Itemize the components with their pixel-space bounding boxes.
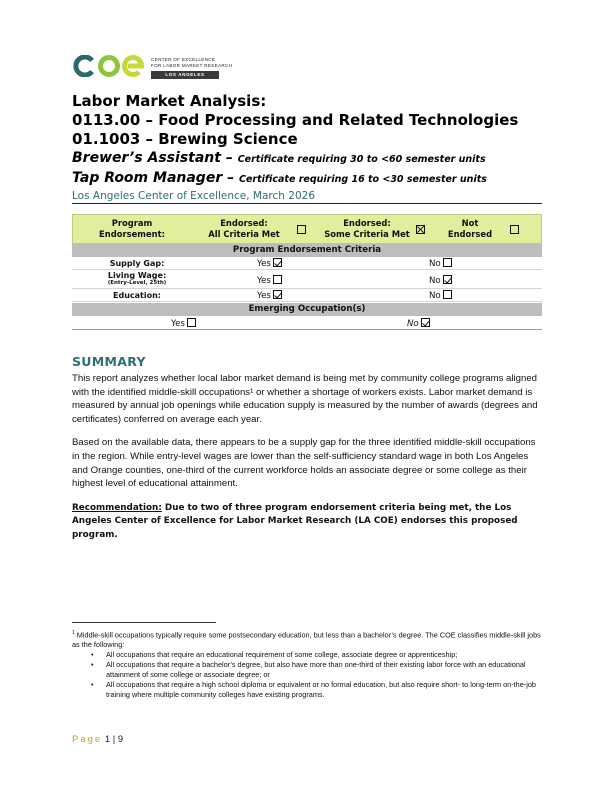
coe-logo-text [151,57,233,79]
footnote-bullet-item [72,660,542,680]
criteria-header: Program Endorsement Criteria [72,244,542,257]
criteria-no-option [429,290,452,301]
criteria-yes-label: Yes [257,259,271,269]
criteria-label [72,290,202,301]
criteria-no-checkbox[interactable] [443,290,452,299]
coe-logo-mark-icon [72,55,146,77]
emerging-yes-label: Yes [171,319,185,329]
page-total: 9 [117,734,124,745]
page-number [72,734,123,745]
criteria-yes-label: Yes [257,291,271,301]
program-endorsement-label: Program Endorsement: [99,218,165,239]
coe-logo [72,54,146,78]
criteria-label [72,258,202,269]
criteria-no-checkbox[interactable] [443,275,452,284]
footnote-bullet-text: All occupations that require a bachelor’s degree, but also have more than one-third of their existing labor force with an educational attainment of some college or associate degree; or [106,660,526,680]
criteria-yes-option [257,275,282,286]
emerging-occupation-header: Emerging Occupation(s) [72,303,542,316]
title-line-5-small: Certificate requiring 16 to <30 semester units [238,174,487,185]
document-subtitle: Los Angeles Center of Excellence, March 2026 [72,190,316,202]
logo-region-bar: LOS ANGELES [151,71,219,79]
bullet-icon: • [91,680,94,690]
criteria-yes-checkbox[interactable] [273,275,282,284]
criteria-yes-checkbox[interactable] [273,290,282,299]
not-endorsed-label: Not Endorsed [447,218,493,239]
criteria-no-label: No [429,259,441,269]
title-line-4 [72,149,542,169]
emerging-occupation-row [72,316,542,330]
recommendation-text: Due to two of three program endorsement criteria being met, the Los Angeles Center of Excellence for Labor Market Research (LA COE) endorses this proposed program. [72,502,518,540]
criteria-yes-option [257,290,282,301]
recommendation-label: Recommendation: [72,502,162,513]
emerging-yes-checkbox[interactable] [187,318,196,327]
criteria-label-text: Living Wage: [107,271,167,280]
title-line-2: 0113.00 – Food Processing and Related Technologies [72,111,519,129]
emerging-yes-option [171,318,196,329]
page-label: Page [72,734,103,745]
title-rule [72,203,542,204]
criteria-row [72,289,542,302]
logo-line-2: FOR LABOR MARKET RESEARCH [151,63,233,68]
bullet-icon: • [91,650,94,660]
title-line-5-main: Tap Room Manager – [72,170,235,186]
page-separator: | [112,734,116,745]
footnote-marker: 1 [72,630,75,636]
criteria-label-text: Supply Gap: [109,259,165,268]
criteria-label [72,271,202,287]
endorsed-some-label: Endorsed: Some Criteria Met [324,218,410,239]
summary-heading: SUMMARY [72,354,146,369]
criteria-no-option [429,275,452,286]
summary-section [72,354,542,543]
not-endorsed-checkbox[interactable] [510,225,519,234]
emerging-no-label: No [407,319,419,329]
page-current: 1 [104,734,111,745]
bullet-icon: • [91,660,94,670]
summary-paragraph-1: This report analyzes whether local labor market demand is being met by community college programs aligned with the identified middle-skill occupations¹ or whether a shortage of workers exists. Labor market demand is measured by annual job openings while education supply is measured by the number of awards (degrees and certificates) conferred on average each year. [72,373,538,425]
criteria-row [72,270,542,289]
emerging-no-checkbox[interactable] [421,318,430,327]
criteria-sublabel: (Entry-Level, 25th) [107,280,167,286]
footnote-bullet-list [72,650,542,700]
criteria-yes-checkbox[interactable] [273,258,282,267]
footnote-intro-line [72,628,542,650]
criteria-no-checkbox[interactable] [443,258,452,267]
document-title-block [72,92,542,203]
criteria-yes-label: Yes [257,276,271,286]
criteria-rows [72,257,542,302]
criteria-no-label: No [429,291,441,301]
footnote [72,628,542,700]
footnote-bullet-text: All occupations that require an educational requirement of some college, associate degree or apprenticeship; [106,650,458,660]
endorsement-table [72,214,542,330]
footnote-intro: Middle-skill occupations typically require some postsecondary education, but less than a bachelor’s degree. The COE classifies middle-skill jobs as the following: [72,630,541,650]
endorsed-all-label: Endorsed: All Criteria Met [208,218,280,239]
criteria-row [72,257,542,270]
criteria-yes-option [257,258,282,269]
footnote-rule [72,622,216,623]
criteria-no-option [429,258,452,269]
summary-paragraph-2: Based on the available data, there appears to be a supply gap for the three identified middle-skill occupations in the region. While entry-level wages are lower than the self-sufficiency standard wage in both Los Angeles and Orange counties, one-third of the current workforce holds an associate degree or some college as their highest level of educational attainment. [72,437,536,490]
logo-line-1: CENTER OF EXCELLENCE [151,57,216,62]
criteria-no-label: No [429,276,441,286]
emerging-no-option [407,318,430,329]
recommendation-paragraph [72,502,542,543]
title-line-4-main: Brewer’s Assistant – [72,150,233,166]
title-line-4-small: Certificate requiring 30 to <60 semester units [237,154,486,165]
title-line-1: Labor Market Analysis: [72,92,267,110]
criteria-label-text: Education: [113,291,161,300]
endorsed-some-checkbox[interactable] [416,225,425,234]
footnote-bullet-item [72,650,542,660]
footnote-bullet-text: All occupations that require a high school diploma or equivalent or no formal education, but also require short- to long-term on-the-job training where multiple community colleges have existing programs. [106,680,536,700]
endorsed-all-checkbox[interactable] [297,225,306,234]
title-line-3: 01.1003 – Brewing Science [72,130,298,148]
endorsement-row [72,214,542,244]
footnote-bullet-item [72,680,542,700]
title-line-5 [72,169,542,189]
